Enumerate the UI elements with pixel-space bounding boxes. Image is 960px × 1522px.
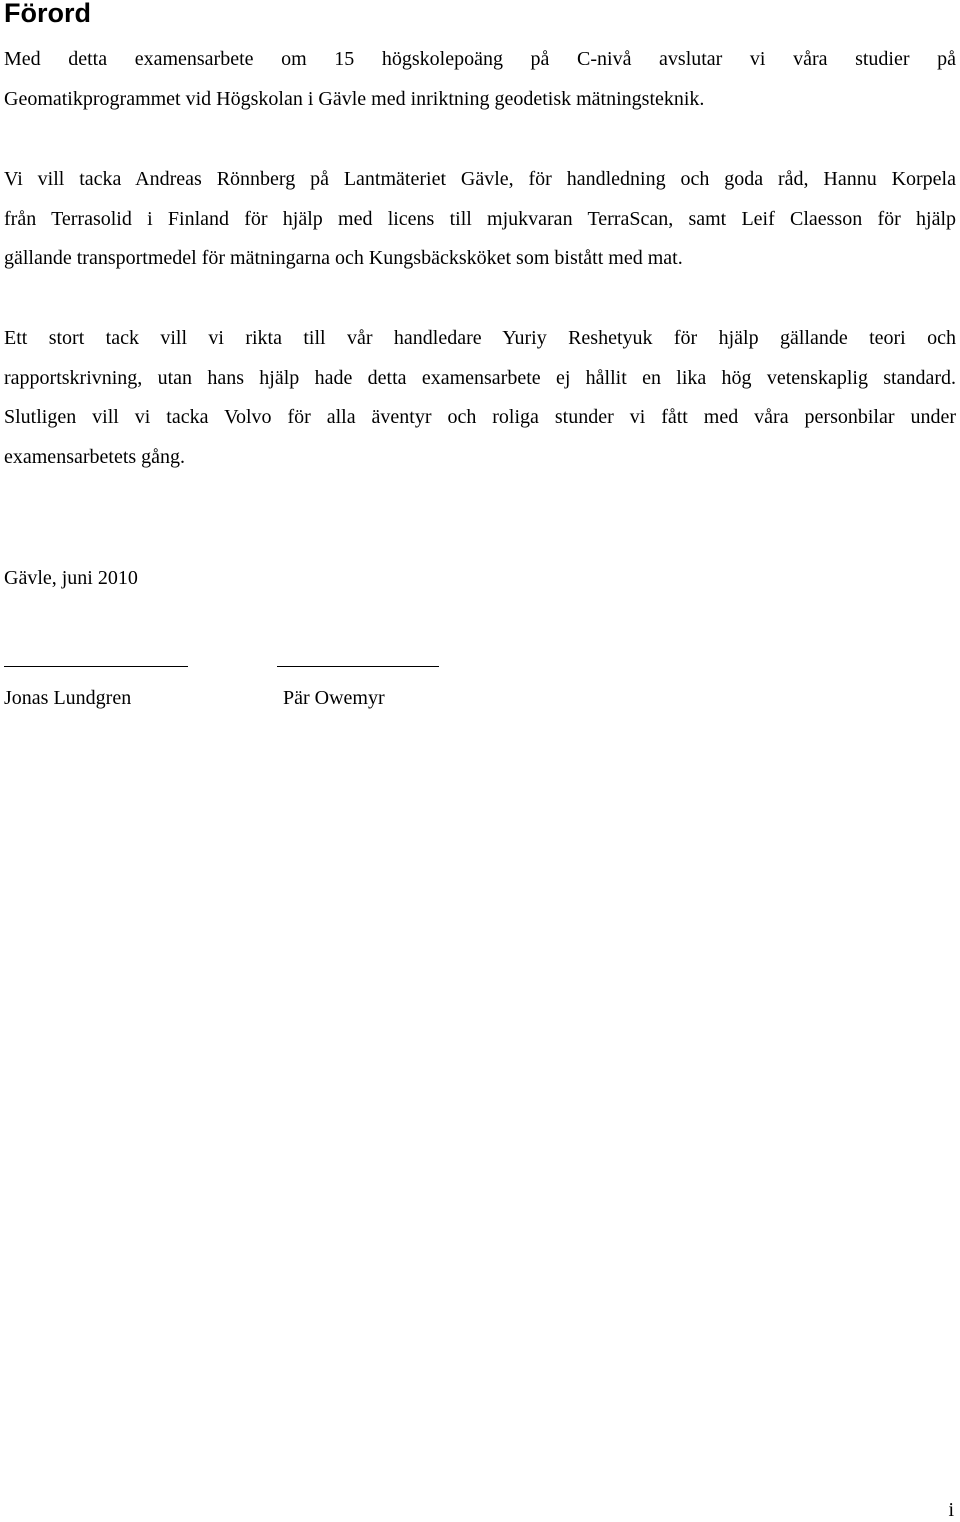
signature-name: Pär Owemyr — [283, 687, 385, 709]
paragraph-line: Geomatikprogrammet vid Högskolan i Gävle med inriktning geodetisk mätningsteknik. — [4, 87, 705, 110]
page-number: i — [948, 1499, 954, 1521]
paragraph-line: Slutligen vill vi tacka Volvo för alla äventyr och roliga stunder vi fått med våra personbilar under — [4, 406, 956, 429]
paragraph-line: Med detta examensarbete om 15 högskolepoäng på C-nivå avslutar vi våra studier på — [4, 48, 956, 70]
paragraph-thanks — [4, 160, 956, 279]
signature-line — [4, 666, 188, 667]
paragraph-line: Ett stort tack vill vi rikta till vår handledare Yuriy Reshetyuk för hjälp gällande teori och — [4, 327, 956, 349]
signature-name: Jonas Lundgren — [4, 687, 132, 709]
paragraph-line: rapportskrivning, utan hans hjälp hade detta examensarbete ej hållit en lika hög vetenskaplig standard. — [4, 366, 956, 389]
paragraph-line: gällande transportmedel för mätningarna och Kungsbäcksköket som bistått med mat. — [4, 247, 683, 270]
paragraph-line: Vi vill tacka Andreas Rönnberg på Lantmäteriet Gävle, för handledning och goda råd, Hannu Korpela — [4, 168, 956, 190]
place-date: Gävle, juni 2010 — [4, 567, 138, 589]
page-title: Förord — [4, 0, 91, 28]
paragraph-supervisor — [4, 319, 956, 478]
signature-line — [277, 666, 439, 667]
paragraph-line: från Terrasolid i Finland för hjälp med licens till mjukvaran TerraScan, samt Leif Claesson för hjälp — [4, 207, 956, 230]
paragraph-line: examensarbetets gång. — [4, 446, 186, 469]
paragraph-intro — [4, 40, 956, 119]
